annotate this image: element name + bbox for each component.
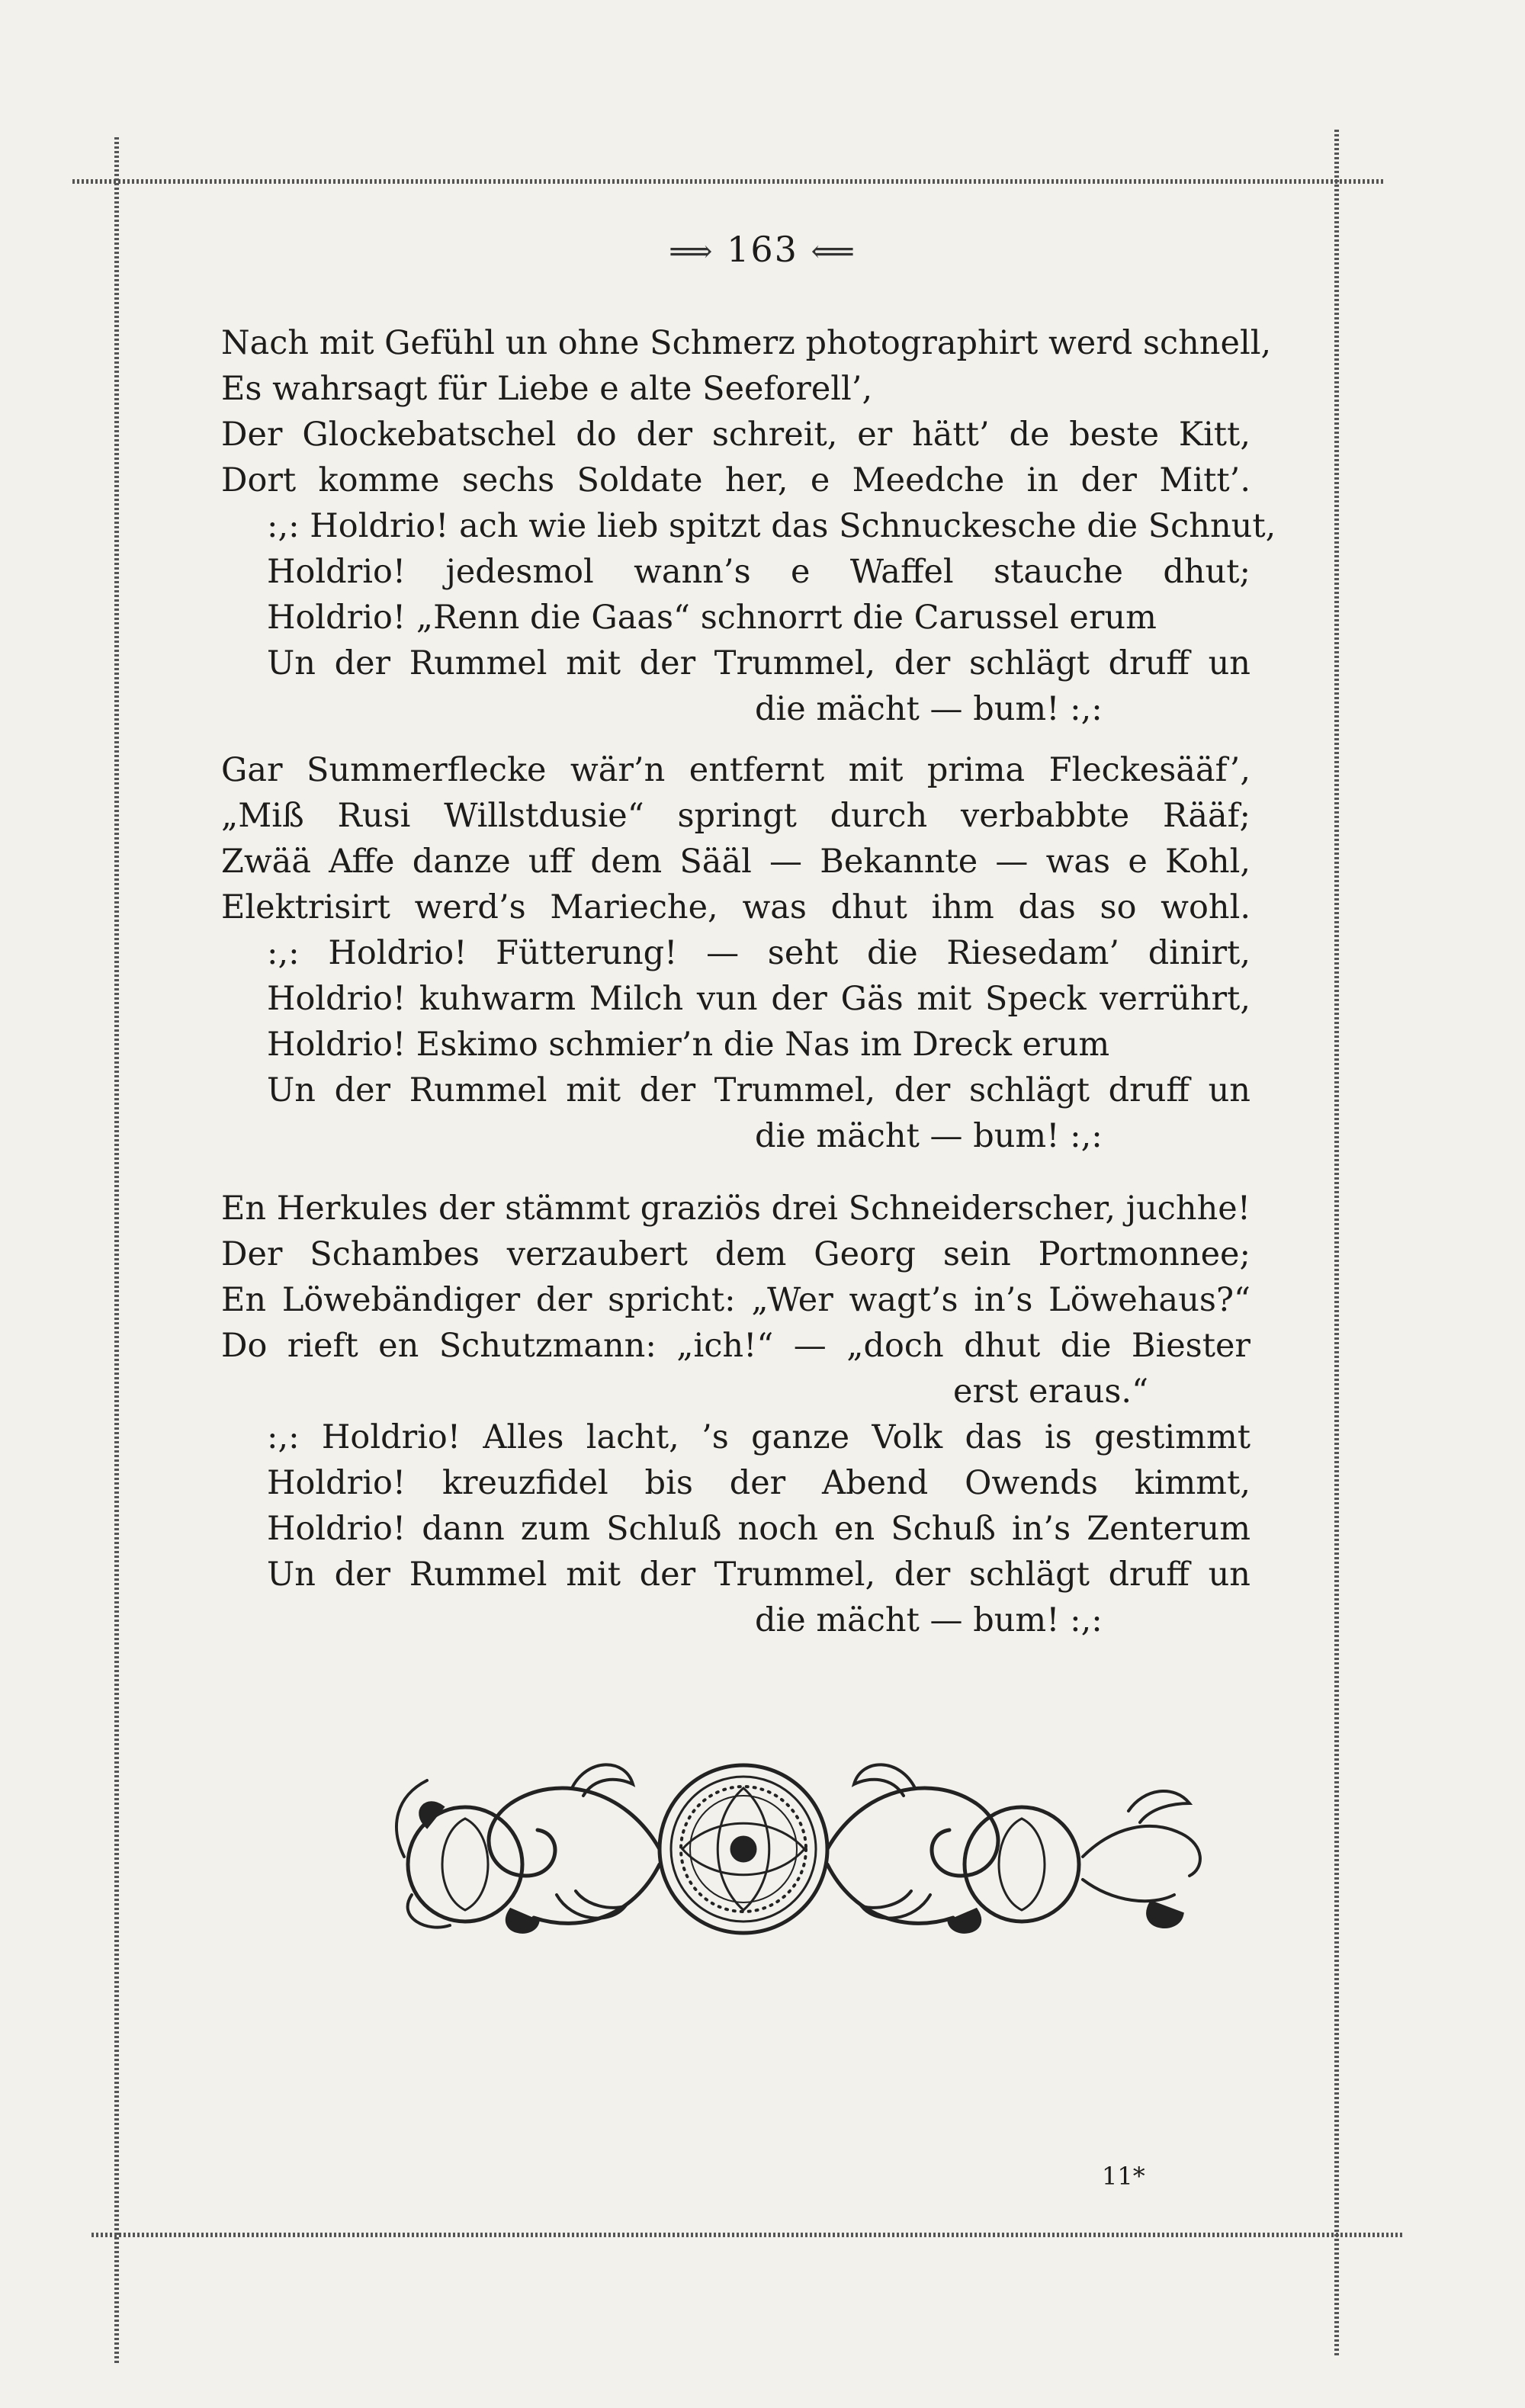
chorus-line: Holdrio! dann zum Schluß noch en Schuß in’s Zenterum — [267, 1510, 1250, 1548]
printer-signature-mark: 11* — [1102, 2162, 1145, 2191]
chorus-continuation: die mächt — bum! :,: — [755, 1601, 1103, 1639]
chorus-continuation: die mächt — bum! :,: — [755, 1117, 1103, 1155]
verse-line: Gar Summerflecke wär’n entfernt mit prima Fleckesääf’, — [221, 751, 1250, 789]
stanza-1 — [221, 320, 1276, 732]
chorus-line: Holdrio! kreuzfidel bis der Abend Owends kimmt, — [267, 1464, 1250, 1502]
verse-line: Der Schambes verzaubert dem Georg sein Portmonnee; — [221, 1235, 1250, 1273]
page-number: 163 — [727, 229, 798, 270]
verse-line: Elektrisirt werd’s Marieche, was dhut ihm das so wohl. — [221, 888, 1250, 926]
bottom-border-line — [92, 2233, 1403, 2237]
left-border-line — [114, 137, 119, 2364]
right-arrow-ornament: ⟸ — [811, 234, 856, 269]
verse-line: Dort komme sechs Soldate her, e Meedche in der Mitt’. — [221, 461, 1250, 499]
floral-vignette-ornament — [381, 1742, 1228, 1941]
verse-line: Zwää Affe danze uff dem Sääl — Bekannte — was e Kohl, — [221, 843, 1250, 881]
chorus-line: Un der Rummel mit der Trummel, der schlägt druff un — [267, 1556, 1250, 1594]
chorus-line: :,: Holdrio! Alles lacht, ’s ganze Volk das is gestimmt — [267, 1418, 1250, 1456]
page-header — [0, 229, 1525, 270]
chorus-continuation: die mächt — bum! :,: — [755, 690, 1103, 728]
verse-line: Der Glockebatschel do der schreit, er hätt’ de beste Kitt, — [221, 416, 1250, 454]
verse-line: „Miß Rusi Willstdusie“ springt durch verbabbte Rääf; — [221, 797, 1250, 835]
verse-line: Nach mit Gefühl un ohne Schmerz photographirt werd schnell, — [221, 324, 1272, 362]
right-border-line — [1334, 130, 1339, 2356]
verse-line: En Löwebändiger der spricht: „Wer wagt’s in’s Löwehaus?“ — [221, 1281, 1250, 1319]
chorus-line: Holdrio! Eskimo schmier’n die Nas im Dreck erum — [267, 1026, 1110, 1064]
verse-line: Do rieft en Schutzmann: „ich!“ — „doch dhut die Biester — [221, 1327, 1250, 1365]
verse-continuation: erst eraus.“ — [953, 1373, 1149, 1411]
stanza-2 — [221, 747, 1250, 1159]
chorus-line: Un der Rummel mit der Trummel, der schlägt druff un — [267, 1071, 1250, 1109]
chorus-line: Un der Rummel mit der Trummel, der schlägt druff un — [267, 644, 1250, 682]
chorus-line: :,: Holdrio! Fütterung! — seht die Riesedam’ dinirt, — [267, 934, 1250, 972]
chorus-line: Holdrio! kuhwarm Milch vun der Gäs mit Speck verrührt, — [267, 980, 1250, 1018]
verse-line: En Herkules der stämmt graziös drei Schneiderscher, juchhe! — [221, 1190, 1250, 1228]
chorus-line: Holdrio! „Renn die Gaas“ schnorrt die Carussel erum — [267, 599, 1157, 637]
chorus-line: Holdrio! jedesmol wann’s e Waffel stauche dhut; — [267, 553, 1250, 591]
left-arrow-ornament: ⟹ — [669, 234, 714, 269]
verse-line: Es wahrsagt für Liebe e alte Seeforell’, — [221, 370, 873, 408]
stanza-3 — [221, 1186, 1250, 1643]
top-border-line — [72, 179, 1384, 184]
chorus-line: :,: Holdrio! ach wie lieb spitzt das Schnuckesche die Schnut, — [267, 507, 1276, 545]
